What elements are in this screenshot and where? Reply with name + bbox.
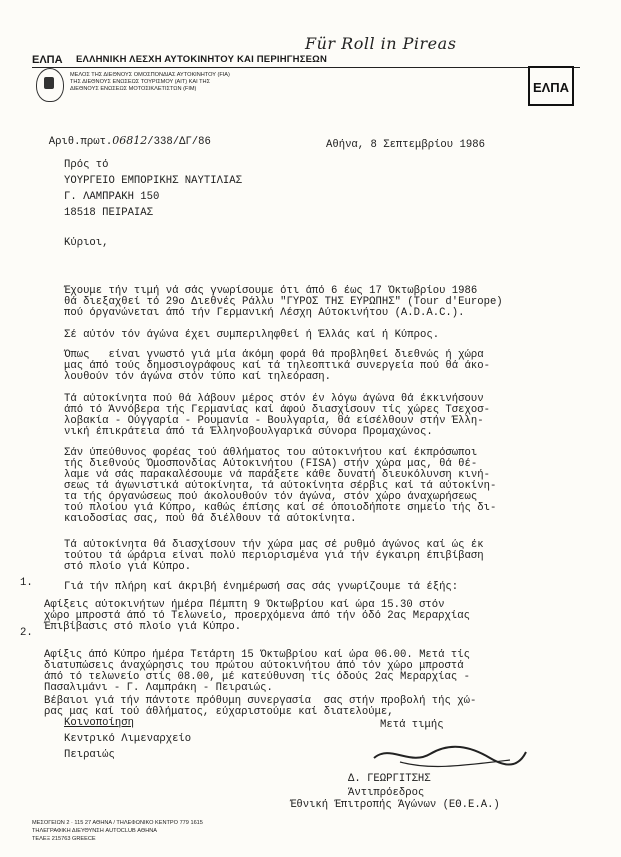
footer-line-2: ΤΗΛΕΓΡΑΦΙΚΗ ΔΙΕΥΘΥΝΣΗ AUTOCLUB ΑΘΗΝΑ [32, 828, 158, 834]
svg-text:ΕΛΠΑ: ΕΛΠΑ [532, 80, 570, 95]
reference-number: 06812 [112, 134, 148, 147]
handwritten-signature [370, 736, 530, 774]
paragraph-4: Τά αύτοκίνητα πού θά λάβουν μέρος στόν έν λόγω άγώνα θά έκκινήσουν άπό τό Άννόβερα τής Γερμανίας καί άφού διασχίσουν τίς χώρες Τσεχοσ- λοβακία - Ούγγαρία - Ρουμανία - Βουλγαρία, θά είσέλθουν στήν Έλλη- νική έπικράτεια άπό τά Έλληνοβουλγαρικά σύνορα Προμαχώνος. [64, 393, 490, 438]
footer-line-3: ΤΕΛΕΞ 215763 GREECE [32, 836, 96, 842]
paragraph-1: Έχουμε τήν τιμή νά σάς γνωρίσουμε ότι άπό 6 έως 17 Όκτωβρίου 1986 θά διεξαχθεί τό 29ο Διεθνές Ράλλυ "ΓΥΡΟΣ ΤΗΣ ΕΥΡΩΠΗΣ" (Tour d'Europe) πού όργανώνεται άπό τήν Γερμανική Λέσχη Αύτοκινήτου (A.D.A.C.). [64, 285, 503, 319]
recipient-line-3: Γ. ΛΑΜΠΡΑΚΗ 150 [64, 191, 160, 203]
paragraph-3: Όπως είναι γνωστό γιά μία άκόμη φορά θά προβληθεί διεθνώς ή χώρα μας άπό τούς δημοσιογράφους καί τά τηλεοπτικά συνεργεία πού θά άκο- λουθούν τόν άγώνα στόν τύπο καί τηλεόραση. [64, 349, 490, 383]
salutation: Κύριοι, [64, 237, 109, 249]
list-item-1: Αφίξεις αύτοκινήτων ήμέρα Πέμπτη 9 Όκτωβρίου καί ώρα 15.30 στόν χώρο μπροστά άπό τό Τελωνείο, προερχόμενα άπό τήν όδό 2ας Μεραρχίας Έπιβίβασις στό πλοίο γιά Κύπρο. [44, 599, 470, 633]
elpa-logo [528, 66, 574, 106]
footer-line-1: ΜΕΣΟΓΕΙΩΝ 2 · 115 27 ΑΘΗΝΑ / ΤΗΛΕΦΩΝΙΚΟ ΚΕΝΤΡΟ 779 1615 [32, 820, 203, 826]
member-line-2: ΤΗΣ ΔΙΕΘΝΟΥΣ ΕΝΩΣΕΩΣ ΤΟΥΡΙΣΜΟΥ (AIT) ΚΑΙ ΤΗΣ [70, 79, 211, 85]
crest-emblem-icon [36, 68, 64, 102]
signoff: Μετά τιμής [380, 719, 444, 731]
cc-heading: Κοινοποίηση [64, 717, 134, 729]
signatory-org: Έθνική Έπιτροπής Άγώνων (ΕΘ.Ε.Α.) [290, 799, 500, 811]
handwritten-note: Für Roll in Pireas [305, 34, 457, 53]
letterhead-name: ΕΛΛΗΝΙΚΗ ΛΕΣΧΗ ΑΥΤΟΚΙΝΗΤΟΥ ΚΑΙ ΠΕΡΙΗΓΗΣΕΩΝ [76, 54, 328, 65]
signatory-title: Άντιπρόεδρος [348, 787, 425, 799]
paragraph-6: Τά αύτοκίνητα θά διασχίσουν τήν χώρα μας σέ ρυθμό άγώνος καί ώς έκ τούτου τά ώράρια είναι πολύ περιορισμένα γιά τήν έγκαιρη έπιβίβαση στό πλοίο γιά Κύπρο. [64, 539, 484, 573]
letter-date: Αθήνα, 8 Σεπτεμβρίου 1986 [326, 139, 485, 151]
paragraph-5: Σάν ύπεύθυνος φορέας τού άθλήματος του αύτοκινήτου καί έκπρόσωποι τής διεθνούς Όμοσπονδίας Αύτοκινήτου (FISA) στήν χώρα μας, θά θέ- λαμε νά σάς παρακαλέσουμε νά παράξετε κάθε δυνατή διευκόλυνση κινή- σεως τά άγωνιστικά αύτοκίνητα, τά αύτοκίνητα σέρβις καί τά αύτοκίνη- τα τής όργανώσεως πού άκολουθούν τόν άγώνα, στόν χώρο άναχωρήσεως τού πλοίου γιά Κύπρο, καθώς έπίσης καί σέ όποιοδήποτε σημείο τής δι- καιοδοσίας σας, πού θά διέλθουν τά αύτοκίνητα. [64, 447, 497, 525]
closing-paragraph: Βέβαιοι γιά τήν πάντοτε πρόθυμη συνεργασία σας στήν προβολή τής χώ- ρας μας καί τού άθλήματος, εύχαριστούμε καί διατελούμε, [44, 695, 477, 718]
cc-line-2: Πειραιώς [64, 749, 115, 761]
member-line-3: ΔΙΕΘΝΟΥΣ ΕΝΩΣΕΩΣ ΜΟΤΟΣΙΚΛΕΤΙΣΤΩΝ (FIM) [70, 86, 197, 92]
paragraph-2: Σέ αύτόν τόν άγώνα έχει συμπεριληφθεί ή Έλλάς καί ή Κύπρος. [64, 329, 440, 341]
list-item-1-number: 1. [20, 577, 33, 589]
recipient-line-2: ΥΟΥΡΓΕΙΟ ΕΜΠΟΡΙΚΗΣ ΝΑΥΤΙΛΙΑΣ [64, 175, 243, 187]
recipient-line-4: 18518 ΠΕΙΡΑΙΑΣ [64, 207, 154, 219]
list-item-2-number: 2. [20, 627, 33, 639]
letterhead-rule [32, 67, 580, 68]
member-line-1: ΜΕΛΟΣ ΤΗΣ ΔΙΕΘΝΟΥΣ ΟΜΟΣΠΟΝΔΙΑΣ ΑΥΤΟΚΙΝΗΤΟΥ (FIA) [70, 72, 230, 78]
letterhead-acronym: ΕΛΠΑ [32, 54, 63, 66]
cc-line-1: Κεντρικό Λιμεναρχείο [64, 733, 192, 745]
recipient-line-1: Πρός τό [64, 159, 109, 171]
reference-prefix: Αριθ.πρωτ. [48, 136, 113, 148]
paragraph-7: Γιά τήν πλήρη καί άκριβή ένημέρωσή σας σάς γνωρίζουμε τά έξής: [64, 581, 459, 593]
reference-suffix: /338/ΔΓ/86 [147, 136, 211, 148]
signatory-name: Δ. ΓΕΩΡΓΙΤΣΗΣ [348, 773, 431, 785]
reference-line [36, 124, 211, 148]
list-item-2: Αφίξις άπό Κύπρο ήμέρα Τετάρτη 15 Όκτωβρίου καί ώρα 06.00. Μετά τίς διατυπώσεις άναχώρησις του πρώτου αύτοκινήτου άπό τόν χώρο μπροστά άπό τό τελωνείο στίς 08.00, μέ κατεύθυνση τίς όδούς 2ας Μεραρχίας - Πασαλιμάνι - Γ. Λαμπράκη - Πειραιώς. [44, 649, 470, 694]
